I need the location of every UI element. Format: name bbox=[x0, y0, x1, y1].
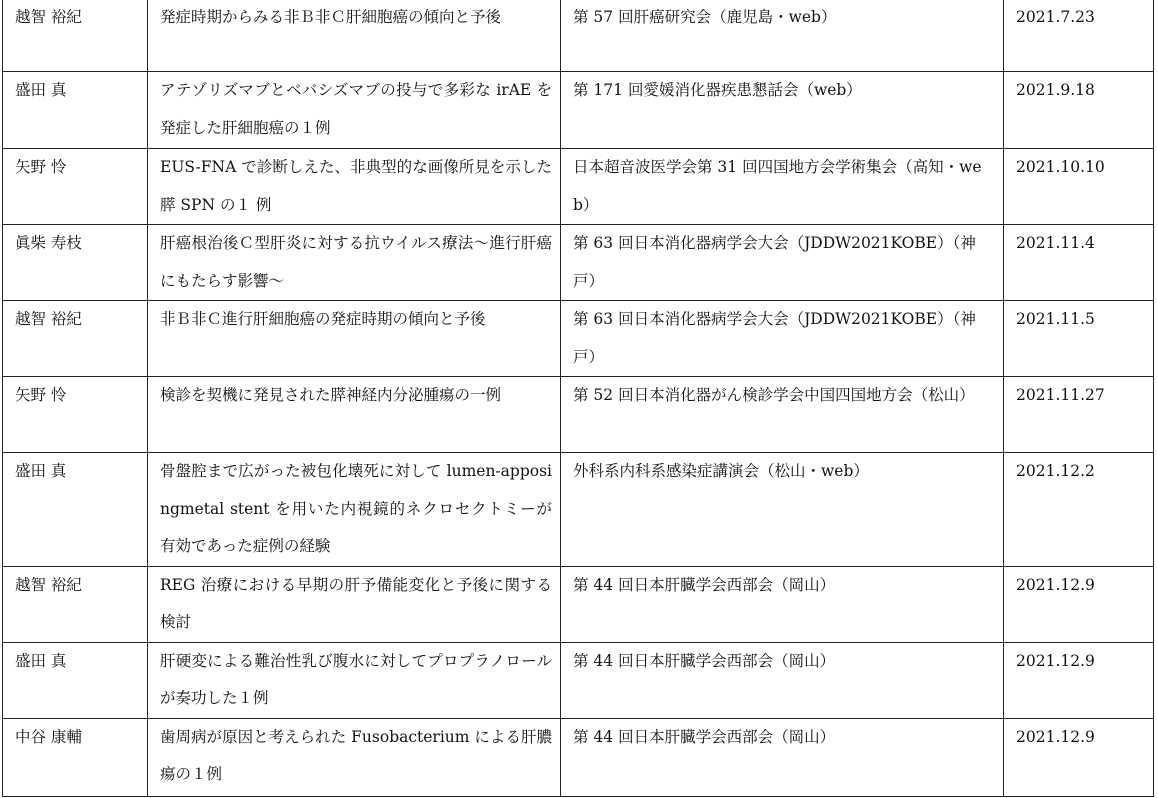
conference-cell: 第 63 回日本消化器病学会大会（JDDW2021KOBE）（神戸） bbox=[561, 301, 1004, 377]
presentation-title-cell: 発症時期からみる非Ｂ非Ｃ肝細胞癌の傾向と予後 bbox=[148, 0, 561, 72]
table-row bbox=[3, 453, 1154, 567]
date-cell: 2021.12.9 bbox=[1004, 642, 1154, 718]
conference-cell: 外科系内科系感染症講演会（松山・web） bbox=[561, 453, 1004, 567]
conference-cell: 第 44 回日本肝臓学会西部会（岡山） bbox=[561, 566, 1004, 642]
presentation-title-cell: 肝癌根治後Ｃ型肝炎に対する抗ウイルス療法～進行肝癌にもたらす影響～ bbox=[148, 225, 561, 301]
date-cell: 2021.12.9 bbox=[1004, 566, 1154, 642]
table-row bbox=[3, 301, 1154, 377]
table-row bbox=[3, 718, 1154, 796]
table-row bbox=[3, 72, 1154, 149]
presenter-cell: 盛田 真 bbox=[3, 642, 148, 718]
presentation-title-cell: 検診を契機に発見された膵神経内分泌腫瘍の一例 bbox=[148, 377, 561, 453]
date-cell: 2021.11.4 bbox=[1004, 225, 1154, 301]
conference-cell: 第 44 回日本肝臓学会西部会（岡山） bbox=[561, 718, 1004, 796]
date-cell: 2021.10.10 bbox=[1004, 149, 1154, 225]
presenter-cell: 中谷 康輔 bbox=[3, 718, 148, 796]
presenter-cell: 眞柴 寿枝 bbox=[3, 225, 148, 301]
date-cell: 2021.9.18 bbox=[1004, 72, 1154, 149]
presenter-cell: 盛田 真 bbox=[3, 72, 148, 149]
date-cell: 2021.12.2 bbox=[1004, 453, 1154, 567]
conference-cell: 日本超音波医学会第 31 回四国地方会学術集会（高知・web） bbox=[561, 149, 1004, 225]
presenter-cell: 矢野 怜 bbox=[3, 149, 148, 225]
conference-cell: 第 57 回肝癌研究会（鹿児島・web） bbox=[561, 0, 1004, 72]
date-cell: 2021.7.23 bbox=[1004, 0, 1154, 72]
table-row bbox=[3, 149, 1154, 225]
table-row bbox=[3, 642, 1154, 718]
table-row bbox=[3, 377, 1154, 453]
presentation-title-cell: REG 治療における早期の肝予備能変化と予後に関する検討 bbox=[148, 566, 561, 642]
conference-cell: 第 52 回日本消化器がん検診学会中国四国地方会（松山） bbox=[561, 377, 1004, 453]
table-row bbox=[3, 0, 1154, 72]
presentation-title-cell: 非Ｂ非Ｃ進行肝細胞癌の発症時期の傾向と予後 bbox=[148, 301, 561, 377]
presenter-cell: 盛田 真 bbox=[3, 453, 148, 567]
presentations-table-body bbox=[3, 0, 1154, 796]
presenter-cell: 矢野 怜 bbox=[3, 377, 148, 453]
date-cell: 2021.12.9 bbox=[1004, 718, 1154, 796]
presentation-title-cell: 歯周病が原因と考えられた Fusobacterium による肝膿瘍の１例 bbox=[148, 718, 561, 796]
presentation-title-cell: 骨盤腔まで広がった被包化壊死に対して lumen-apposingmetal stent を用いた内視鏡的ネクロセクトミーが有効であった症例の経験 bbox=[148, 453, 561, 567]
presenter-cell: 越智 裕紀 bbox=[3, 566, 148, 642]
table-row bbox=[3, 566, 1154, 642]
presentation-title-cell: アテゾリズマブとベバシズマブの投与で多彩な irAE を発症した肝細胞癌の１例 bbox=[148, 72, 561, 149]
conference-cell: 第 171 回愛媛消化器疾患懇話会（web） bbox=[561, 72, 1004, 149]
presentation-title-cell: 肝硬変による難治性乳び腹水に対してプロプラノロールが奏功した１例 bbox=[148, 642, 561, 718]
presentation-title-cell: EUS-FNA で診断しえた、非典型的な画像所見を示した膵 SPN の１ 例 bbox=[148, 149, 561, 225]
presentations-table bbox=[2, 0, 1154, 797]
date-cell: 2021.11.27 bbox=[1004, 377, 1154, 453]
presenter-cell: 越智 裕紀 bbox=[3, 301, 148, 377]
presenter-cell: 越智 裕紀 bbox=[3, 0, 148, 72]
conference-cell: 第 44 回日本肝臓学会西部会（岡山） bbox=[561, 642, 1004, 718]
conference-cell: 第 63 回日本消化器病学会大会（JDDW2021KOBE）（神戸） bbox=[561, 225, 1004, 301]
table-row bbox=[3, 225, 1154, 301]
date-cell: 2021.11.5 bbox=[1004, 301, 1154, 377]
